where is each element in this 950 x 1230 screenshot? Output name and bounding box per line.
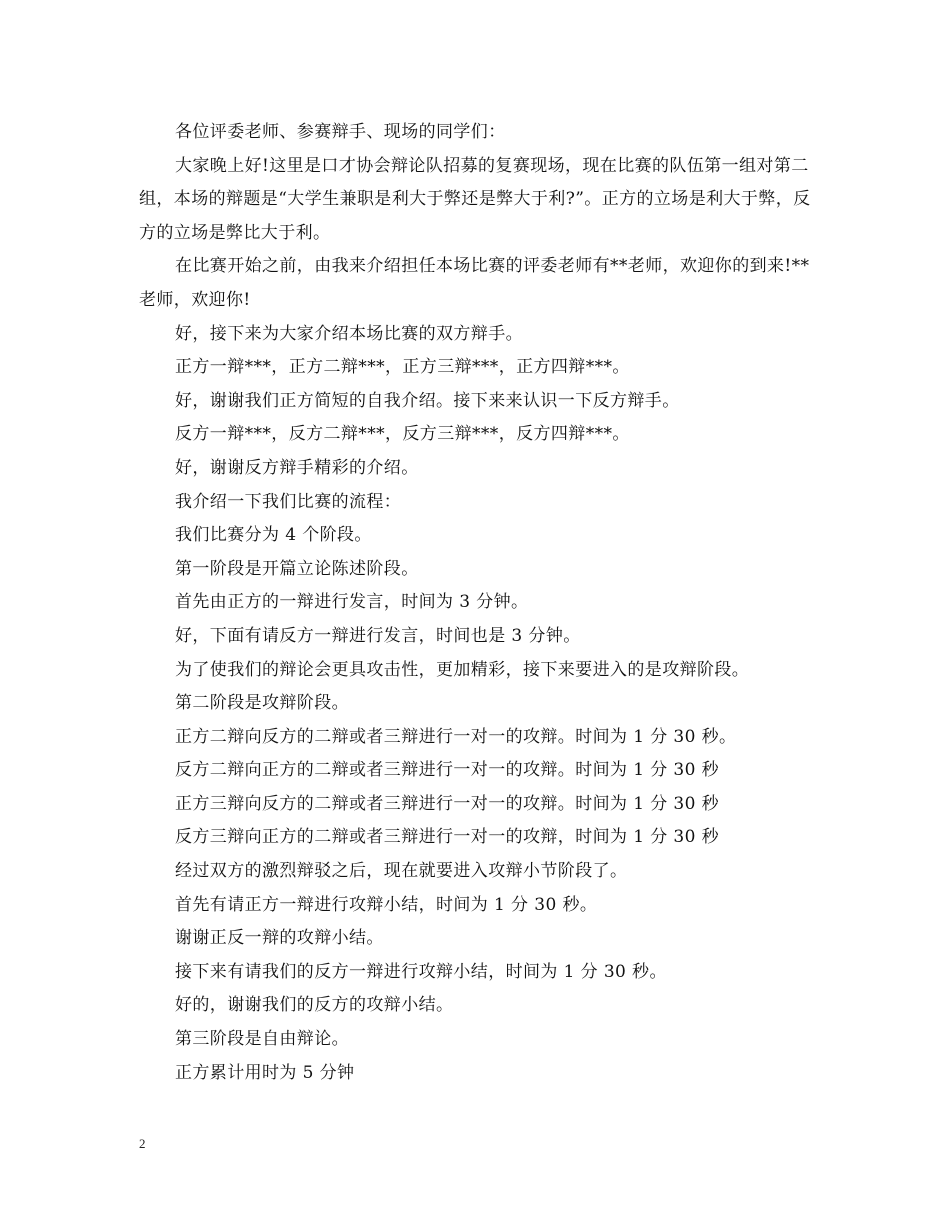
paragraph: 首先由正方的一辩进行发言，时间为 3 分钟。 <box>175 592 529 613</box>
paragraph: 好，谢谢我们正方简短的自我介绍。接下来来认识一下反方辩手。 <box>175 390 680 411</box>
paragraph: 谢谢正反一辩的攻辩小结。 <box>175 928 384 949</box>
paragraph: 反方二辩向正方的二辩或者三辩进行一对一的攻辩。时间为 1 分 30 秒 <box>175 760 720 781</box>
paragraph: 为了使我们的辩论会更具攻击性，更加精彩，接下来要进入的是攻辩阶段。 <box>175 659 750 680</box>
paragraph: 好的，谢谢我们的反方的攻辩小结。 <box>175 995 454 1016</box>
paragraph: 好，谢谢反方辩手精彩的介绍。 <box>175 457 419 478</box>
paragraph: 正方三辩向反方的二辩或者三辩进行一对一的攻辩。时间为 1 分 30 秒 <box>175 793 720 814</box>
paragraph: 反方三辩向正方的二辩或者三辩进行一对一的攻辩，时间为 1 分 30 秒 <box>175 827 720 848</box>
paragraph: 正方二辩向反方的二辩或者三辩进行一对一的攻辩。时间为 1 分 30 秒。 <box>175 726 737 747</box>
paragraph: 第三阶段是自由辩论。 <box>175 1029 349 1050</box>
paragraph: 正方累计用时为 5 分钟 <box>175 1062 355 1083</box>
paragraph: 在比赛开始之前，由我来介绍担任本场比赛的评委老师有**老师，欢迎你的到来!**老师，欢迎你! <box>139 256 810 310</box>
paragraph: 接下来有请我们的反方一辩进行攻辩小结，时间为 1 分 30 秒。 <box>175 961 667 982</box>
paragraph: 好，接下来为大家介绍本场比赛的双方辩手。 <box>175 323 523 344</box>
document-body <box>139 116 814 1090</box>
paragraph: 第二阶段是攻辩阶段。 <box>175 693 349 714</box>
paragraph: 我介绍一下我们比赛的流程： <box>175 491 402 512</box>
paragraph: 好，下面有请反方一辩进行发言，时间也是 3 分钟。 <box>175 625 581 646</box>
paragraph: 反方一辩***，反方二辩***，反方三辩***，反方四辩***。 <box>175 424 630 445</box>
paragraph: 大家晚上好!这里是口才协会辩论队招募的复赛现场，现在比赛的队伍第一组对第二组，本场的辩题是“大学生兼职是利大于弊还是弊大于利?”。正方的立场是利大于弊，反方的立场是弊比大于利。 <box>139 155 811 243</box>
paragraph: 第一阶段是开篇立论陈述阶段。 <box>175 558 419 579</box>
paragraph: 正方一辩***，正方二辩***，正方三辩***，正方四辩***。 <box>175 357 630 378</box>
paragraph: 各位评委老师、参赛辩手、现场的同学们： <box>175 122 506 142</box>
page-number: 2 <box>139 1136 146 1151</box>
paragraph: 首先有请正方一辩进行攻辩小结，时间为 1 分 30 秒。 <box>175 894 598 915</box>
paragraph: 经过双方的激烈辩驳之后，现在就要进入攻辩小节阶段了。 <box>175 861 628 882</box>
paragraph: 我们比赛分为 4 个阶段。 <box>175 525 372 546</box>
